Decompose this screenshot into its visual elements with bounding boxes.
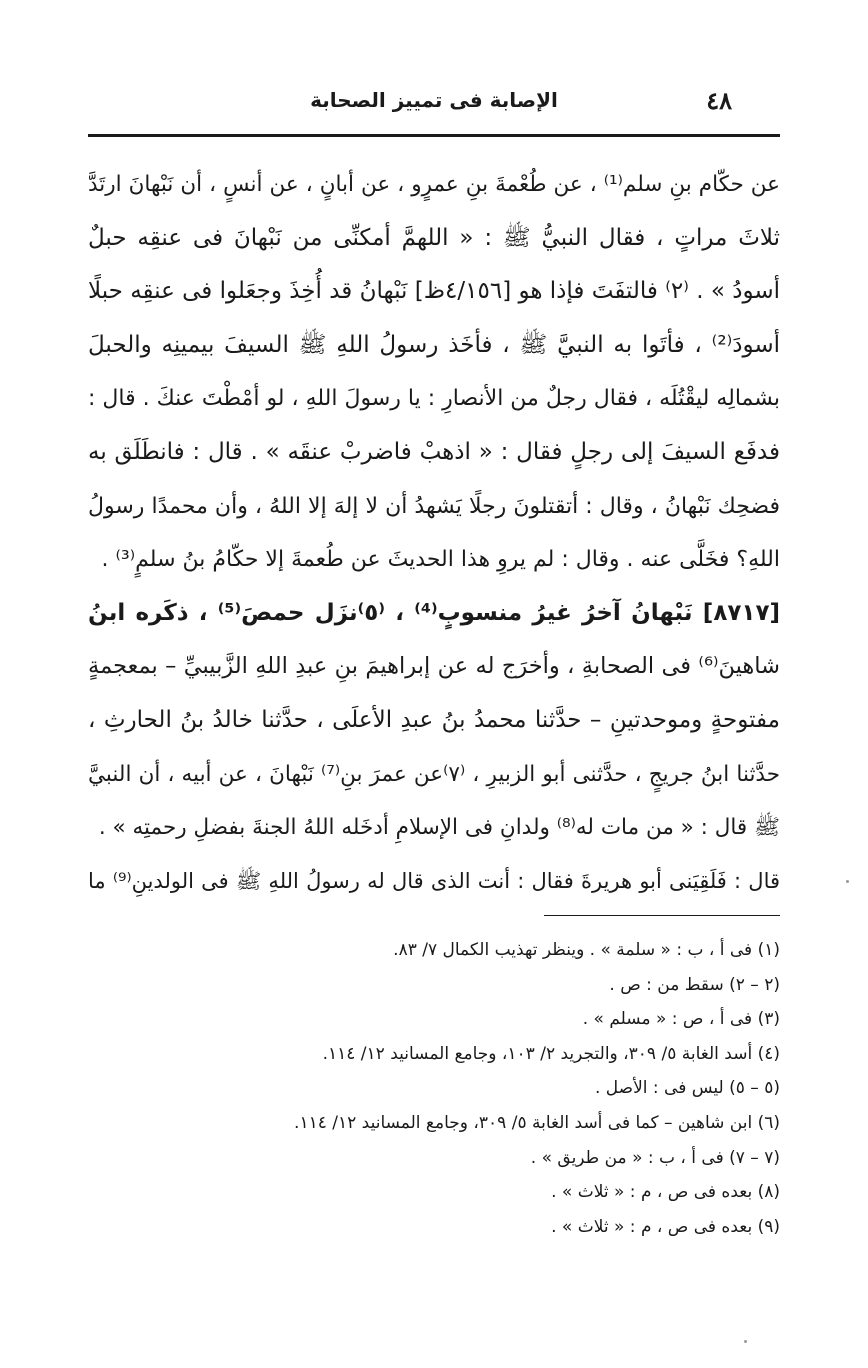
page-number: ٤٨	[706, 86, 732, 115]
text-line: ﷺ قال : « من مات له⁽⁸⁾ ولدانِ فى الإسلامِ أدخَله اللهُ الجنةَ بفضلِ رحمتِه » .	[98, 815, 780, 841]
text-line: فدفَع السيفَ إلى رجلٍ فقال : « اذهبْ فاضربْ عنقَه » . قال : فانطَلَق به	[88, 438, 780, 465]
header-rule	[88, 134, 780, 137]
footnote: (٩) بعده فى ص ، م : « ثلاث » .	[551, 1216, 780, 1237]
footnotes	[88, 933, 780, 1244]
main-text	[88, 158, 780, 908]
running-title: الإصابة فى تمييز الصحابة	[310, 88, 558, 112]
footnote: (٦) ابن شاهين – كما فى أسد الغابة ٥/ ٣٠٩، وجامع المسانيد ١٢/ ١١٤.	[294, 1112, 780, 1133]
text-line: فضحِك نَبْهانُ ، وقال : أتقتلونَ رجلًا يَشهدُ أن لا إلهَ إلا اللهُ ، وأن محمدًا رسولُ	[88, 493, 780, 519]
footnote: (٤) أسد الغابة ٥/ ٣٠٩، والتجريد ٢/ ١٠٣، وجامع المسانيد ١٢/ ١١٤.	[322, 1043, 780, 1064]
footnote: (١) فى أ ، ب : « سلمة » . وينظر تهذيب الكمال ٧/ ٨٣.	[393, 940, 780, 960]
scan-speck	[846, 880, 849, 883]
text-line: ثلاثَ مراتٍ ، فقال النبيُّ ﷺ : « اللهمَّ أمكنِّى من نَبْهانَ فى عنقِه حبلٌ	[88, 224, 780, 251]
text-line: اللهِ؟ فخَلَّى عنه . وقال : لم يروِ هذا الحديثَ عن طُعمةَ إلا حكّامُ بنُ سلمٍ⁽³⁾ .	[101, 547, 780, 573]
text-line: بشمالِه ليقْتُلَه ، فقال رجلٌ من الأنصارِ : يا رسولَ اللهِ ، لو أمْطْتَ عنكَ . قال :	[88, 386, 780, 412]
text-line: أسودَ⁽²⁾ ، فأتَوا به النبيَّ ﷺ ، فأخَذ رسولُ اللهِ ﷺ السيفَ بيمينِه والحبلَ	[88, 331, 780, 358]
text-line: حدَّثنا ابنُ جريجٍ ، حدَّثنى أبو الزبيرِ ، ⁽٧⁾عن عمرَ بنِ⁽⁷⁾ نَبْهانَ ، عن أبيه ، أن النبيَّ	[88, 761, 780, 787]
footnote: (٧ – ٧) فى أ ، ب : « من طريق » .	[530, 1147, 780, 1168]
footnote: (٥ – ٥) ليس فى : الأصل .	[594, 1078, 780, 1099]
entry-heading-line: [٨٧١٧] نَبْهانُ آخرُ غيرُ منسوبٍ⁽⁴⁾ ، ⁽٥⁾نزَل حمصَ⁽⁵⁾ ، ذكَره ابنُ	[88, 599, 780, 626]
footnote: (٢ – ٢) سقط من : ص .	[609, 974, 780, 995]
text-line: شاهينَ⁽⁶⁾ فى الصحابةِ ، وأخرَج له عن إبراهيمَ بنِ عبدِ اللهِ الزَّبيبيِّ – بمعجمةٍ	[88, 653, 780, 680]
scan-speck	[744, 1340, 747, 1343]
text-line: عن حكّام بنِ سلم⁽¹⁾ ، عن طُعْمةَ بنِ عمرٍو ، عن أبانٍ ، عن أنسٍ ، أن نَبْهانَ ارتَدَّ	[88, 172, 780, 197]
page-header	[88, 82, 780, 122]
text-line: أسودُ » . ⁽٢⁾ فالتفَتَ فإذا هو [٤/١٥٦ظ] نَبْهانُ قد أُخِذَ وجعَلوا فى عنقِه حبلًا	[88, 278, 780, 305]
footnote: (٣) فى أ ، ص : « مسلم » .	[582, 1009, 780, 1030]
footnote: (٨) بعده فى ص ، م : « ثلاث » .	[551, 1182, 780, 1203]
text-line: قال : فَلَقِيَنى أبو هريرةَ فقال : أنت الذى قال له رسولُ اللهِ ﷺ فى الولدينِ⁽⁹⁾ ما	[88, 868, 780, 893]
text-line: مفتوحةٍ وموحدتينِ – حدَّثنا محمدُ بنُ عبدِ الأعلَى ، حدَّثنا خالدُ بنُ الحارثِ ،	[88, 706, 780, 733]
footnote-rule	[544, 915, 780, 916]
